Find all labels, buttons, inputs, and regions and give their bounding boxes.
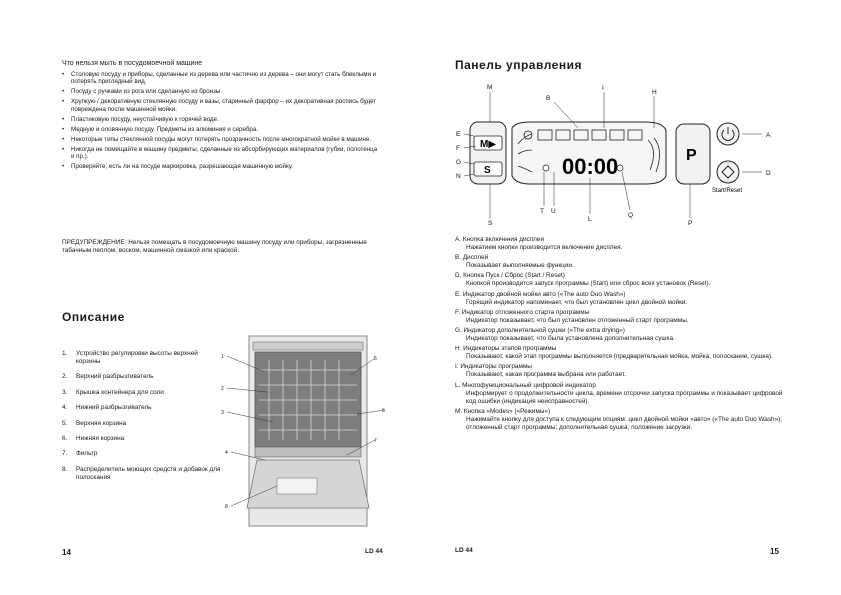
warning-note: ПРЕДУПРЕЖДЕНИЕ: Нельзя помещать в посудомоечную машину посуду или приборы, загрязненные табачным пеплом, воском, машинной смазкой или краской. — [62, 239, 367, 254]
control-panel-figure — [450, 80, 790, 230]
list-item: M. Кнопка «Modes» («Режимы») Нажимайте кнопку для доступа к следующим опциям: цикл двойной мойки «авто» («The auto Duo Wash»); отложенный старт программы; дополнительная сушка; положение загрузки. — [455, 407, 783, 431]
parts-list — [62, 350, 222, 489]
list-item: 4. Нижний разбрызгиватель — [62, 404, 152, 412]
model-label: LD 44 — [365, 548, 383, 555]
list-item: • Некоторые типы стеклянной посуды могут потерять прозрачность после многократной мойки в машине. — [62, 136, 380, 143]
description-heading: Описание — [62, 310, 125, 324]
list-item: 7. Фильтр — [62, 450, 98, 458]
callout-label: Q — [628, 212, 634, 219]
figure-number: 6 — [382, 408, 385, 414]
dishwasher-figure — [217, 330, 387, 530]
start-reset-label: Start/Reset — [712, 188, 743, 194]
callout-label: S — [488, 220, 493, 227]
list-item: A. Кнопка включения дисплея Нажатием кнопки производится включение дисплея. — [455, 236, 623, 251]
list-item: 6. Нижняя корзина — [62, 434, 125, 442]
callout-label: H — [652, 89, 657, 96]
list-item: D. Кнопка Пуск / Сброс (Start / Reset) Кнопкой производится запуск программы (Start) или сброс всех установок (Reset). — [455, 272, 711, 288]
figure-number: 8 — [225, 504, 228, 510]
p-button-label: P — [686, 147, 697, 164]
list-item: 5. Верхняя корзина — [62, 419, 127, 427]
list-item: • Никогда не помещайте в машину предметы, сделанные из абсорбирующих материалов (губки, полотенца и пр.). — [62, 146, 380, 161]
list-item: 8. Распределитель моющих средств и добавок для полоскания — [62, 465, 221, 481]
page-number: 15 — [770, 547, 779, 556]
callout-label: P — [688, 220, 693, 227]
digital-indicator: 00:00 — [562, 154, 619, 179]
figure-number: 1 — [221, 354, 224, 360]
page-number: 14 — [62, 548, 71, 557]
list-item: 3. Крышка контейнера для соли — [62, 388, 164, 396]
legend-list — [455, 236, 785, 434]
list-item: I. Индикаторы программы Показывают, какая программа выбрана или работает. — [455, 363, 626, 379]
callout-label: T — [540, 208, 544, 215]
list-item: E. Индикатор двойной мойки авто («The auto Duo Wash») Горящий индикатор напоминает, что был установлен цикл двойной мойки. — [455, 290, 688, 306]
list-item: • Посуду с ручками из рога или сделанную из бронзы. — [62, 88, 380, 95]
callout-label: A — [766, 132, 771, 139]
callout-label: U — [551, 208, 556, 215]
figure-number: 2 — [221, 386, 224, 392]
list-item: • Хрупкую / декоративную стеклянную посуду и вазы, старинный фарфор – их декоративная роспись будет повреждена после машинной мойки. — [62, 98, 380, 113]
list-item: G. Индикатор дополнительной сушки («The extra drying») Индикатор показывает, что была установлена дополнительная сушка. — [455, 326, 675, 342]
list-item: F. Индикатор отложенного старта программы Индикатор показывает, что был установлен отложенный старт программы. — [455, 308, 689, 324]
callout-label: L — [588, 216, 592, 223]
figure-number: 7 — [374, 438, 377, 444]
callout-label: M — [487, 84, 493, 91]
list-item: • Проверяйте, есть ли на посуде маркировка, разрешающая машинную мойку. — [62, 163, 380, 170]
callout-label: G — [456, 159, 462, 166]
figure-number: 5 — [374, 356, 377, 362]
list-item: B. Дисплей Показывает выполняемые функции. — [455, 254, 574, 270]
callout-label: D — [766, 170, 771, 177]
warning-title: Что нельзя мыть в посудомоечной машине — [62, 60, 203, 67]
warning-list — [62, 71, 380, 173]
callout-label: F — [456, 145, 460, 152]
callout-label: N — [456, 173, 461, 180]
model-label: LD 44 — [455, 547, 473, 554]
list-item: • Столовую посуду и приборы, сделанные из дерева или частично из дерева – они могут стать блеклыми и потерять приглядный вид. — [62, 71, 380, 86]
callout-label: E — [456, 131, 461, 138]
list-item: 2. Верхний разбрызгиватель — [62, 373, 154, 381]
start-reset-button[interactable] — [717, 161, 739, 183]
callout-label: I — [602, 85, 604, 92]
list-item: H. Индикаторы этапов программы Показывают, какой этап программы выполняется (предварительная мойка, мойка, полоскание, сушка). — [455, 345, 773, 361]
callout-label: B — [546, 95, 551, 102]
figure-number: 3 — [221, 410, 224, 416]
list-item: 1. Устройство регулировки высоты верхней корзины — [62, 350, 198, 365]
figure-number: 4 — [225, 450, 228, 456]
modes-button-label: M▶ — [480, 139, 497, 150]
panel-heading: Панель управления — [455, 58, 582, 72]
s-button-label: S — [484, 165, 491, 176]
list-item: L. Многофункциональный цифровой индикатор Информирует о продолжительности цикла, времени отсрочки запуска программы и показывает цифровой код ошибки (индикация неисправностей). — [455, 381, 783, 405]
list-item: • Пластиковую посуду, неустойчивую к горячей воде. — [62, 116, 380, 123]
list-item: • Медную и оловянную посуду. Предметы из алюминия и серебра. — [62, 126, 380, 133]
